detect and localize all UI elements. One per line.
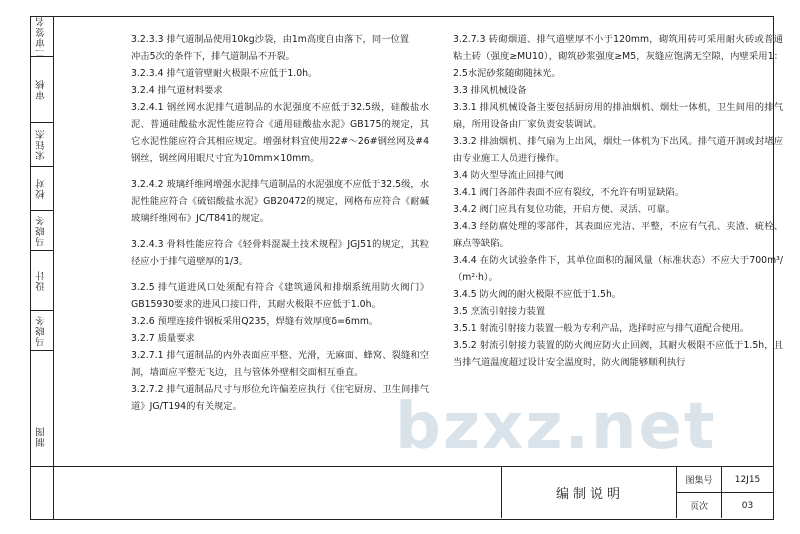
page-number-label: 页次 bbox=[677, 493, 722, 518]
spec-paragraph: 3.2.5 排气道进风口处须配有符合《建筑通风和排烟系统用防火阀门》GB15930要求的进风口接口件，其耐火极限不应低于1.0h。 bbox=[131, 282, 429, 310]
spec-paragraph: 3.2.4.2 玻璃纤维网增强水泥排气道制品的水泥强度不应低于32.5级，水泥性能应符合《硫铝酸盐水泥》GB20472的规定，网格布应符合《耐碱玻璃纤维网布》JC/T841的规定。 bbox=[131, 179, 429, 224]
spec-heading: 3.5 烹流引射接力装置 bbox=[453, 306, 546, 317]
title-block bbox=[31, 466, 773, 519]
spec-paragraph: 3.2.6 预埋连接件钢板采用Q235，焊缝有效厚度δ=6mm。 bbox=[131, 316, 379, 327]
sidebar-label: 审核 bbox=[36, 79, 47, 100]
drawing-sheet bbox=[30, 15, 783, 520]
spec-paragraph: 冲击5次的条件下，排气道制品不开裂。 bbox=[131, 51, 295, 62]
spec-heading: 3.4 防火型导流止回排气阀 bbox=[453, 170, 564, 181]
spec-paragraph: 3.2.7.1 排气道制品的内外表面应平整、光滑，无麻面、蜂窝、裂缝和空洞，墙面应平整无飞边，且与管体外壁相交面相互垂直。 bbox=[131, 350, 429, 378]
spec-paragraph: 3.3.2 排油烟机、排气扇为上出风，烟灶一体机为下出风。排气道开洞或封堵应由专业施工人员进行操作。 bbox=[453, 136, 783, 164]
sidebar-label: 马晓冬 bbox=[36, 314, 47, 347]
spec-paragraph: 3.4.3 经防腐处理的零部件，其表面应光洁、平整，不应有气孔、夹渣、疵栓、麻点等缺陷。 bbox=[453, 221, 783, 249]
sidebar-cell-second-review bbox=[31, 17, 53, 57]
sidebar-label: 校对 bbox=[36, 178, 47, 199]
watermark: bzxz.net bbox=[395, 390, 717, 464]
sidebar-cell-proofread bbox=[31, 167, 53, 211]
atlas-number-label: 图集号 bbox=[677, 467, 722, 492]
spec-paragraph: 3.2.3.3 排气道制品使用10kg沙袋，由1m高度自由落下，同一位置 bbox=[131, 34, 410, 45]
spec-paragraph: 3.5.2 射流引射接力装置的防火阀应防火止回阀，其耐火极限不应低于1.5h，且当排气道温度超过设计安全温度时，防火阀能够顺利执行 bbox=[453, 340, 783, 368]
spec-heading: 3.2.7 质量要求 bbox=[131, 333, 195, 344]
spec-paragraph: 3.4.1 阀门各部件表面不应有裂纹，不允许有明显缺陷。 bbox=[453, 187, 685, 198]
spec-paragraph: 3.5.1 射流引射接力装置一般为专利产品，选择时应与排气道配合使用。 bbox=[453, 323, 750, 334]
spec-paragraph: 3.2.4.3 骨料性能应符合《轻骨料混凝土技术规程》JGJ51的规定，其粒径应小于排气道壁厚的1/3。 bbox=[131, 239, 429, 267]
atlas-number-value: 12J15 bbox=[734, 474, 761, 485]
page-number-value: 03 bbox=[741, 500, 754, 511]
title-block-grid bbox=[676, 467, 773, 518]
spec-content bbox=[53, 17, 783, 467]
sidebar-label: 马晓冬 bbox=[36, 214, 47, 247]
left-text-column bbox=[131, 31, 429, 415]
sidebar-label: 设计 bbox=[36, 270, 47, 291]
page-number-row bbox=[677, 493, 773, 518]
spec-paragraph: 3.2.7.2 排气道制品尺寸与形位允许偏差应执行《住宅厨房、卫生间排气道》JG/T194的有关规定。 bbox=[131, 384, 429, 412]
atlas-number-row bbox=[677, 467, 773, 493]
sidebar-cell-designer-name bbox=[31, 311, 53, 351]
sidebar-cell-design bbox=[31, 251, 53, 311]
sidebar-label: 二审签名 bbox=[36, 15, 47, 58]
drawing-title: 编制说明 bbox=[501, 467, 678, 518]
sidebar-label: 宋钰杰 bbox=[36, 128, 47, 161]
spec-paragraph: 3.3.1 排风机械设备主要包括厨房用的排油烟机、烟灶一体机，卫生间用的排气扇，所用设备由厂家负责安装调试。 bbox=[453, 102, 783, 130]
sidebar-label: 制图 bbox=[36, 425, 47, 447]
sidebar-cell-proofreader-name bbox=[31, 211, 53, 251]
sidebar-cell-review bbox=[31, 57, 53, 123]
sidebar-cell-reviewer-name bbox=[31, 123, 53, 167]
spec-heading: 3.3 排风机械设备 bbox=[453, 85, 527, 96]
spec-paragraph: 3.4.2 阀门应具有复位功能，开启方便、灵活、可靠。 bbox=[453, 204, 675, 215]
approval-sidebar bbox=[31, 17, 54, 519]
spec-heading: 3.2.4 排气道材料要求 bbox=[131, 85, 223, 96]
spec-paragraph: 3.4.4 在防火试验条件下，其单位面积的漏风量（标准状态）不应大于700m³/（m²·h）。 bbox=[453, 255, 783, 283]
spec-paragraph: 3.4.5 防火阀的耐火极限不应低于1.5h。 bbox=[453, 289, 622, 300]
right-text-column bbox=[453, 31, 785, 371]
spec-paragraph: 3.2.7.3 砖砌烟道、排气道壁厚不小于120mm，砌筑用砖可采用耐火砖或普通粘土砖（强度≥MU10），砌筑砂浆强度≥M5，灰缝应饱满无空隙，内壁采用1：2.5水泥砂浆随砌随抹光。 bbox=[453, 34, 783, 79]
spec-paragraph: 3.2.3.4 排气道管壁耐火极限不应低于1.0h。 bbox=[131, 68, 318, 79]
spec-paragraph: 3.2.4.1 钢丝网水泥排气道制品的水泥强度不应低于32.5级，硅酸盐水泥、普通硅酸盐水泥性能应符合《通用硅酸盐水泥》GB175的规定，其它水泥性能应符合其相应规定。增强材料宜使用22#～26#钢丝网及#4钢丝，钢丝网用眼尺寸宜为10mm×10mm。 bbox=[131, 102, 429, 164]
